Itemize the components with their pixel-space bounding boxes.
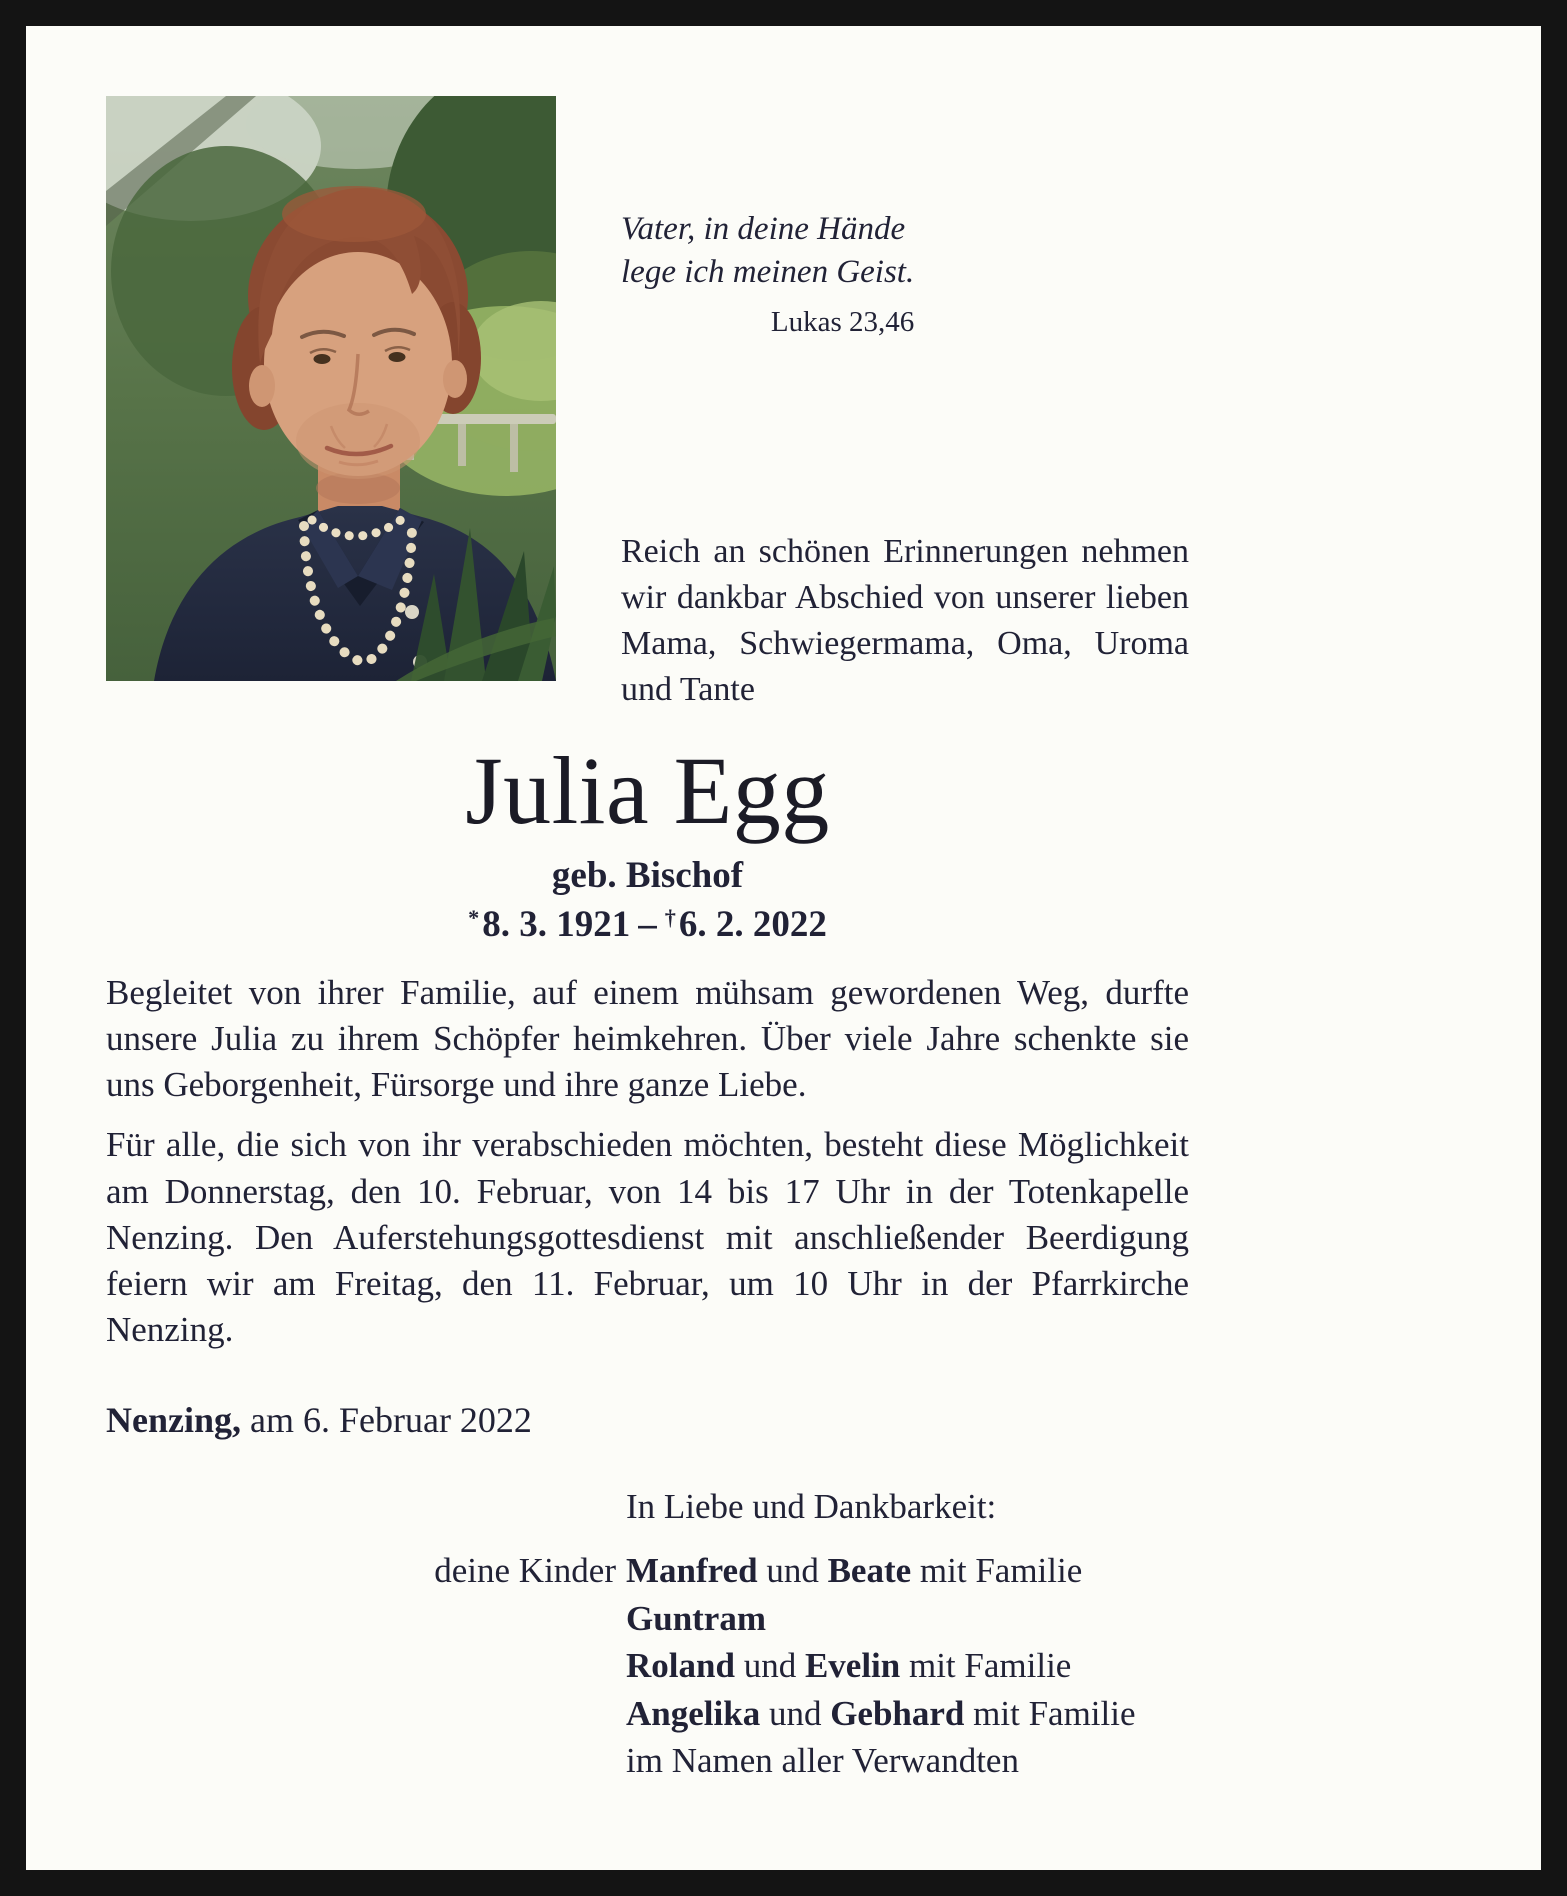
quote-source: Lukas 23,46: [770, 305, 915, 338]
dates-separator: –: [638, 903, 657, 945]
death-date: 6. 2. 2022: [678, 903, 827, 945]
obituary-paragraph-1: Begleitet von ihrer Familie, auf einem mühsam gewordenen Weg, durfte unsere Julia zu ihrem Schöpfer heimkehren. Über viele Jahre schenkte sie uns Geborgenheit, Fürsorge und ihre ganze Liebe.: [106, 972, 1189, 1105]
death-symbol: †: [664, 904, 676, 930]
header-text-column: [621, 96, 1189, 713]
family-text: mit Familie: [911, 1550, 1083, 1590]
family-list: [434, 1547, 1189, 1785]
family-name: Angelika: [626, 1693, 761, 1733]
intro-text: Reich an schönen Erinnerungen nehmen wir dankbar Abschied von unserer lieben Mama, Schwiegermama, Oma, Uroma und Tante: [621, 533, 1189, 709]
birth-date: 8. 3. 1921: [482, 903, 631, 945]
bible-quote: [621, 208, 914, 341]
dateline-date: am 6. Februar 2022: [241, 1400, 532, 1441]
obituary-paragraph-2: Für alle, die sich von ihr verabschieden möchten, besteht diese Möglichkeit am Donnerstag, den 10. Februar, von 14 bis 17 Uhr in der Totenkapelle Nenzing. Den Auferstehungsgottesdienst mit anschließender Beerdigung feiern wir am Freitag, den 11. Februar, um 10 Uhr in der Pfarrkirche Nenzing.: [106, 1125, 1189, 1350]
birth-name: geb. Bischof: [551, 854, 744, 896]
family-name: Roland: [626, 1646, 735, 1686]
family-text: im Namen aller Verwandten: [626, 1741, 1019, 1781]
closing-heading: In Liebe und Dankbarkeit:: [626, 1487, 997, 1527]
obituary-card: [26, 26, 1541, 1870]
children-label: deine Kinder: [434, 1550, 616, 1590]
family-name: Evelin: [804, 1646, 901, 1686]
family-text: und: [757, 1550, 828, 1590]
quote-line-1: Vater, in deine Hände: [621, 211, 906, 247]
family-line-guntram: [626, 1595, 1189, 1643]
family-name: Beate: [827, 1550, 912, 1590]
life-dates: [106, 903, 1189, 946]
quote-line-2: lege ich meinen Geist.: [621, 253, 915, 290]
family-text: und: [760, 1693, 831, 1733]
family-name: Gebhard: [830, 1693, 965, 1733]
header-section: [106, 96, 1189, 713]
portrait-photo: [106, 96, 556, 681]
birth-symbol: *: [468, 904, 480, 930]
family-text: mit Familie: [964, 1693, 1136, 1733]
family-text: und: [734, 1646, 805, 1686]
dateline: [106, 1399, 1189, 1441]
dateline-place: Nenzing,: [106, 1400, 241, 1441]
family-name: Guntram: [626, 1598, 766, 1638]
deceased-name: Julia Egg: [465, 737, 830, 845]
family-name: Manfred: [626, 1550, 758, 1590]
family-line-roland-evelin: [626, 1642, 1189, 1690]
family-text: mit Familie: [900, 1646, 1072, 1686]
family-line-children: [434, 1547, 1189, 1595]
closing-section: [106, 1483, 1189, 1785]
family-line-angelika-gebhard: [626, 1690, 1189, 1738]
family-line-relatives: [626, 1737, 1189, 1785]
portrait-photo-illustration: [106, 96, 556, 681]
